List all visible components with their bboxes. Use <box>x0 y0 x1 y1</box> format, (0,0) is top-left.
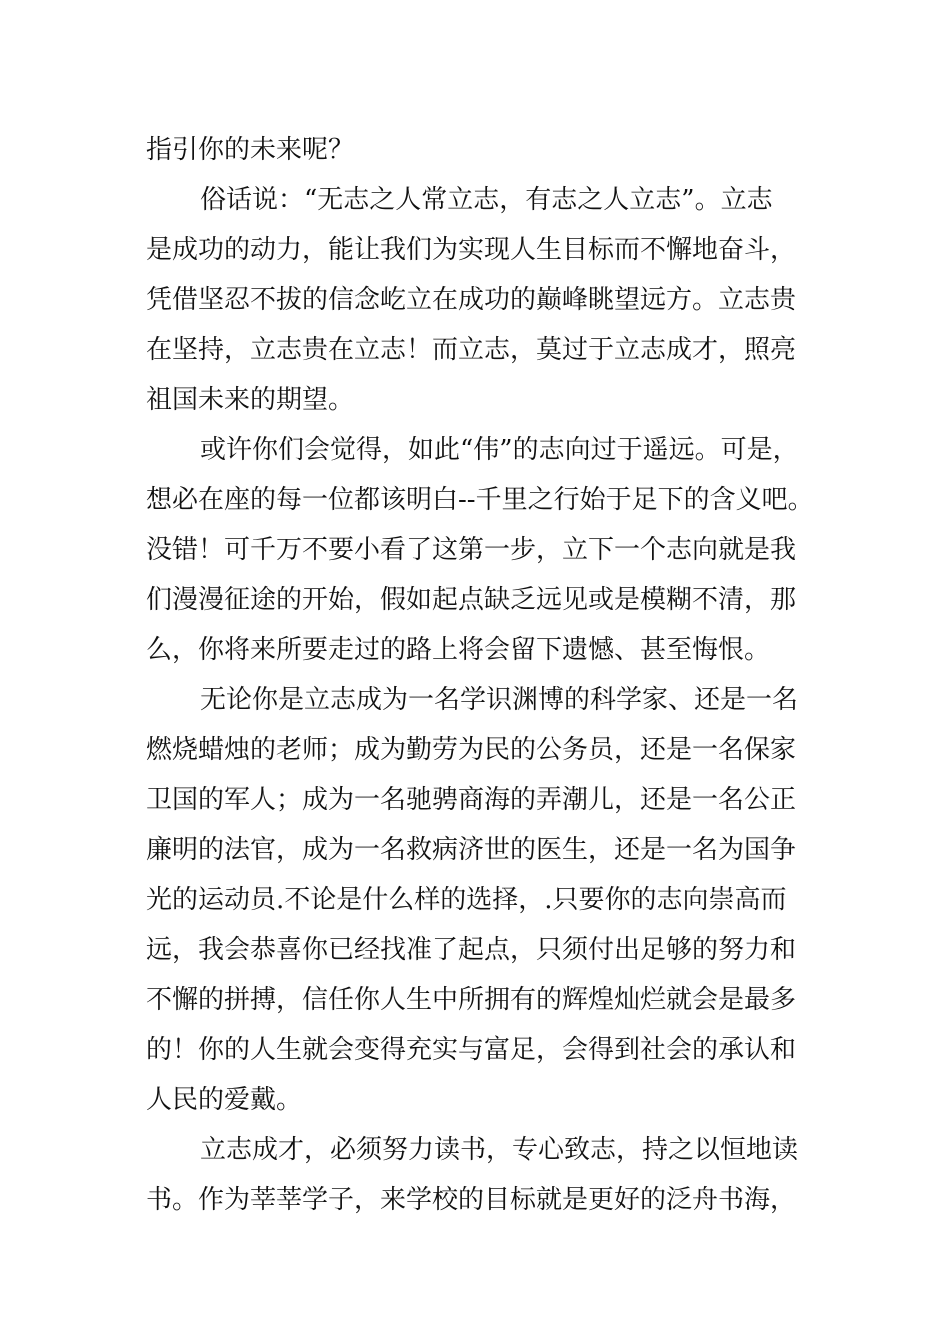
text-line: 祖国未来的期望。 <box>146 385 355 415</box>
text-line: 想必在座的每一位都该明白--千里之行始于足下的含义吧。 <box>146 485 814 515</box>
text-line: 凭借坚忍不拔的信念屹立在成功的巅峰眺望远方。立志贵 <box>146 285 797 315</box>
text-line: 在坚持，立志贵在立志！而立志，莫过于立志成才，照亮 <box>146 335 797 365</box>
paragraph-start: 无论你是立志成为一名学识渊博的科学家、还是一名 <box>200 685 799 715</box>
text-line: 书。作为莘莘学子，来学校的目标就是更好的泛舟书海， <box>146 1185 797 1215</box>
text-line: 指引你的未来呢？ <box>146 135 355 165</box>
text-line: 光的运动员.不论是什么样的选择，.只要你的志向崇高而 <box>146 885 787 915</box>
text-line: 人民的爱戴。 <box>146 1085 303 1115</box>
text-line: 么，你将来所要走过的路上将会留下遗憾、甚至悔恨。 <box>146 635 771 665</box>
paragraph-start: 或许你们会觉得，如此“伟”的志向过于遥远。可是， <box>200 435 799 465</box>
text-line: 远，我会恭喜你已经找准了起点，只须付出足够的努力和 <box>146 935 797 965</box>
paragraph-start: 俗话说：“无志之人常立志，有志之人立志”。立志 <box>200 185 773 215</box>
paragraph-start: 立志成才，必须努力读书，专心致志，持之以恒地读 <box>200 1135 799 1165</box>
text-line: 们漫漫征途的开始，假如起点缺乏远见或是模糊不清，那 <box>146 585 797 615</box>
text-line: 燃烧蜡烛的老师；成为勤劳为民的公务员，还是一名保家 <box>146 735 797 765</box>
text-line: 卫国的军人；成为一名驰骋商海的弄潮儿，还是一名公正 <box>146 785 797 815</box>
text-line: 的！你的人生就会变得充实与富足，会得到社会的承认和 <box>146 1035 797 1065</box>
text-line: 廉明的法官，成为一名救病济世的医生，还是一名为国争 <box>146 835 797 865</box>
text-line: 没错！可千万不要小看了这第一步，立下一个志向就是我 <box>146 535 797 565</box>
text-line: 是成功的动力，能让我们为实现人生目标而不懈地奋斗， <box>146 235 797 265</box>
text-line: 不懈的拼搏，信任你人生中所拥有的辉煌灿烂就会是最多 <box>146 985 797 1015</box>
